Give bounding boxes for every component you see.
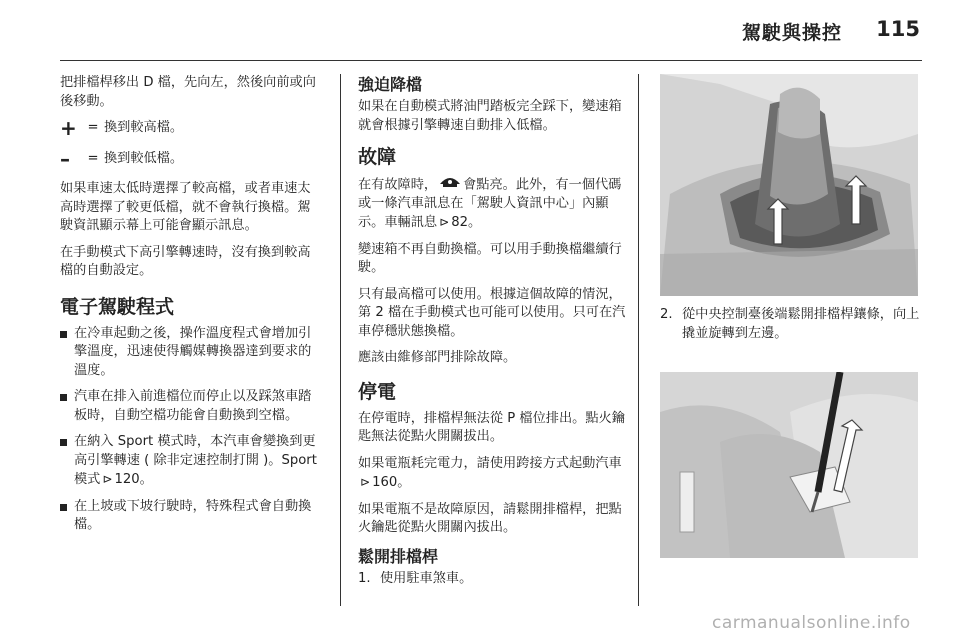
steps-list-2 <box>660 306 922 343</box>
page-ref-icon: ⊳ <box>102 472 113 486</box>
watermark: carmanualsonline.info <box>712 613 911 633</box>
page-ref-icon: ⊳ <box>439 215 450 230</box>
shift-down-row: – = 換到較低檔。 <box>60 146 184 171</box>
paragraph-fault-2: 變速箱不再自動換檔。可以用手動換檔繼續行駛。 <box>358 241 622 276</box>
steps-list <box>358 570 630 589</box>
paragraph-fault-4: 應該由維修部門排除故障。 <box>358 350 517 366</box>
list-item: 汽車在排入前進檔位而停止以及踩煞車踏板時，自動空檔功能會自動換到空檔。 <box>60 388 322 425</box>
shift-down-text: 換到較低檔。 <box>104 150 184 166</box>
heading-fault: 故障 <box>358 146 397 168</box>
heading-power: 停電 <box>358 380 397 403</box>
minus-icon: – <box>60 146 70 171</box>
paragraph-speed: 如果車速太低時選擇了較高檔，或者車速太高時選擇了較更低檔，就不會執行換檔。駕駛資訊顯示幕上可能會顯示訊息。 <box>60 181 311 233</box>
bullet-list <box>60 325 322 535</box>
page-ref-icon: ⊳ <box>360 475 371 490</box>
trim-release-photo <box>660 372 918 558</box>
shift-up-text: 換到較高檔。 <box>104 120 184 135</box>
paragraph-fault: 在有故障時， 會點亮。此外，有一個代碼或一條汽車訊息在「駕駛人資訊中心」內顯示。車輛訊息 ⊳ 82。 <box>358 175 630 233</box>
gear-lever-photo <box>660 74 918 296</box>
plus-icon: + <box>60 116 77 141</box>
paragraph-kickdown: 如果在自動模式將油門踏板完全踩下，變速箱就會根據引擎轉速自動排入低檔。 <box>358 99 622 133</box>
list-item: 在冷車起動之後，操作溫度程式會增加引擎溫度，迅速使得觸媒轉換器達到要求的溫度。 <box>60 325 322 381</box>
list-item: 2. 從中央控制臺後端鬆開排檔桿鑲條，向上撬並旋轉到左邊。 <box>660 307 920 341</box>
list-item: 1. 使用駐車煞車。 <box>358 570 473 586</box>
shift-up-row: + = 換到較高檔。 <box>60 116 184 141</box>
list-item: 在上坡或下坡行駛時，特殊程式會自動換檔。 <box>60 498 322 535</box>
middle-column <box>358 74 630 592</box>
heading-kickdown: 強迫降檔 <box>358 75 423 94</box>
paragraph-power-1: 在停電時，排檔桿無法從 P 檔位排出。點火鑰匙無法從點火開關拔出。 <box>358 410 625 445</box>
right-column-text <box>660 306 922 347</box>
header-divider <box>60 60 922 61</box>
paragraph-power-2: 如果電瓶耗完電力，請使用跨接方式起動汽車⊳ 160。 <box>358 455 622 491</box>
column-divider-right <box>638 74 639 606</box>
list-item: 在納入 Sport 模式時，本汽車會變換到更高引擎轉速 ( 除非定速控制打開 )。Sport 模式 ⊳ 120。 <box>60 433 322 490</box>
page-title: 駕駛與操控 <box>741 22 842 44</box>
column-divider-left <box>340 74 341 606</box>
paragraph-manual: 在手動模式下高引擎轉速時，沒有換到較高檔的自動設定。 <box>60 244 311 278</box>
section-heading-electronic: 電子駕駛程式 <box>60 295 175 318</box>
paragraph-power-3: 如果電瓶不是故障原因，請鬆開排檔桿，把點火鑰匙從點火開關內拔出。 <box>358 501 622 536</box>
transmission-warning-icon <box>439 175 461 194</box>
left-column <box>60 74 322 543</box>
heading-release: 鬆開排檔桿 <box>358 546 439 566</box>
paragraph-fault-3: 只有最高檔可以使用。根據這個故障的情況，第 2 檔在手動模式也可能可以使用。只可在汽車停穩狀態換檔。 <box>358 286 626 339</box>
intro-paragraph: 把排檔桿移出 D 檔，先向左，然後向前或向後移動。 <box>60 75 316 109</box>
page-number: 115 <box>876 17 920 41</box>
